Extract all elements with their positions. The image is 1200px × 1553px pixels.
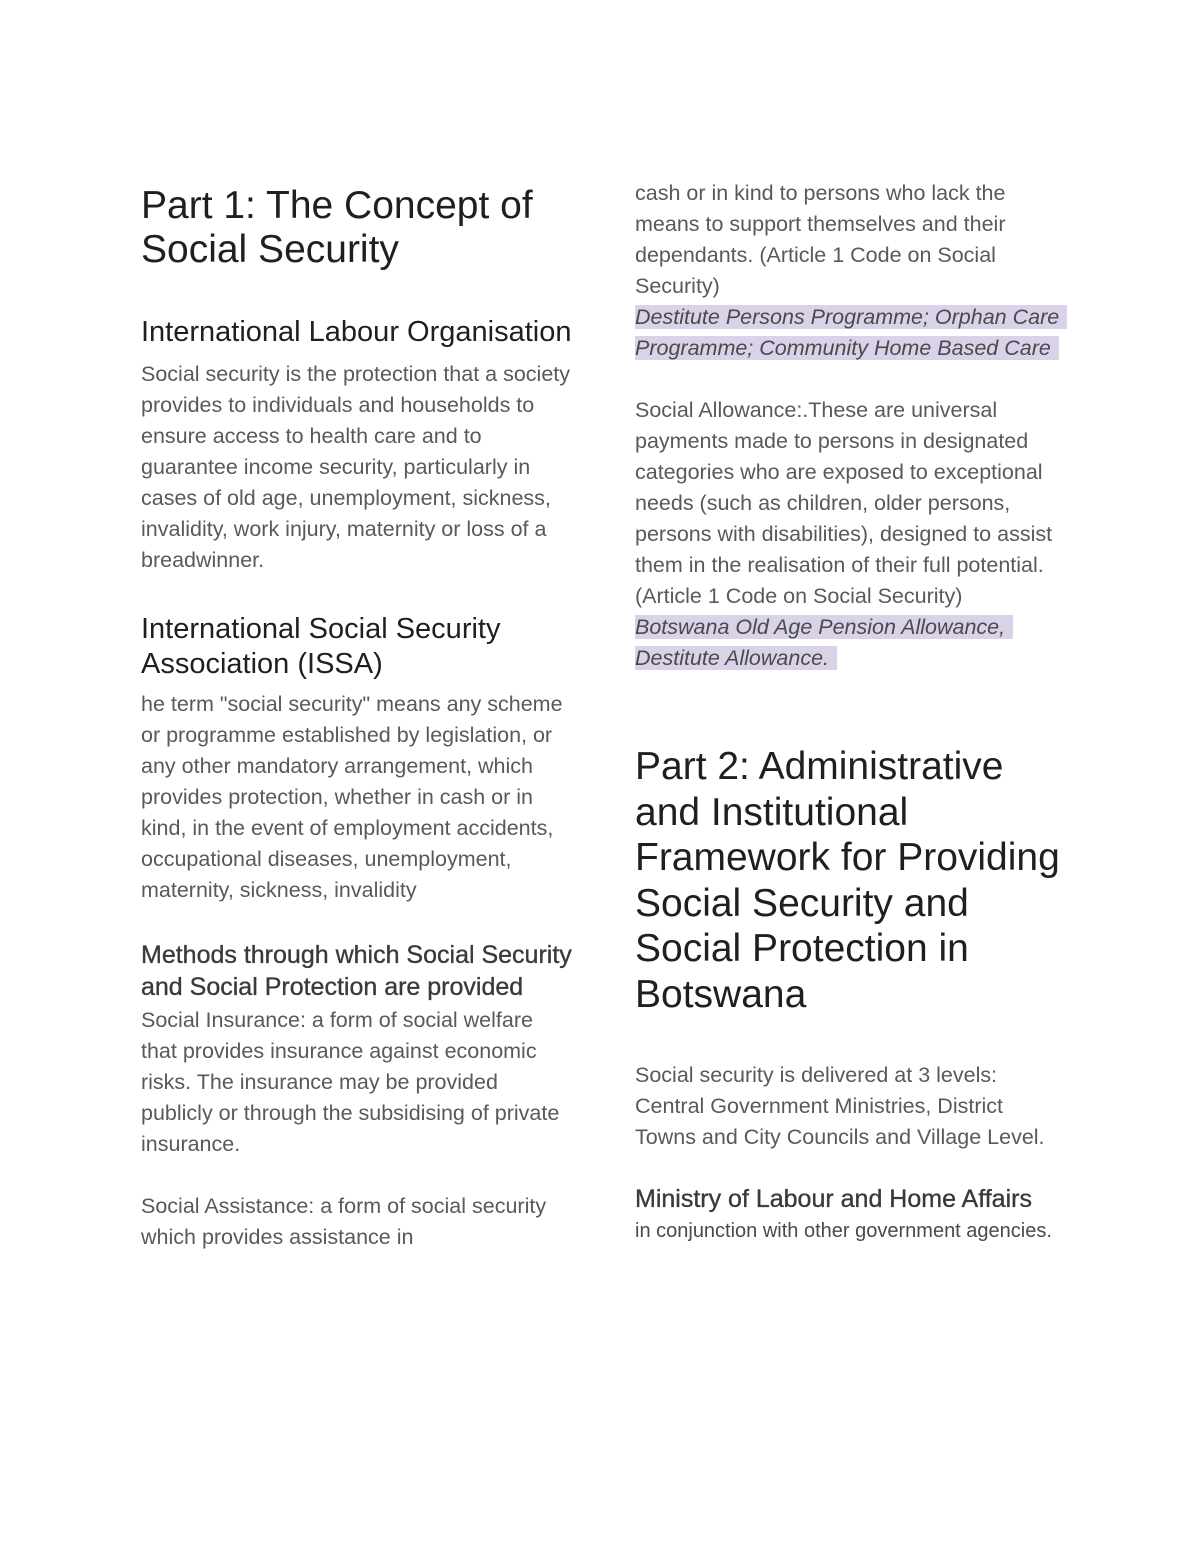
social-insurance-text: Social Insurance: a form of social welfare that provides insurance against economic risks. The insurance may be provided publicly or through the subsidising of private insurance. (141, 1008, 560, 1156)
social-allowance-text: Social Allowance:.These are universal payments made to persons in designated categories who are exposed to exceptional needs (such as children, older persons, persons with disabilities), designed to assist them in the realisation of their full potential. (Article 1 Code on Social Security) (635, 398, 1053, 608)
issa-heading: International Social Security Association (ISSA) (141, 613, 501, 680)
allowance-examples-text: Botswana Old Age Pension Allowance, Destitute Allowance. (635, 615, 1013, 670)
ministry-text: in conjunction with other government agencies. (635, 1220, 1052, 1242)
allowance-examples-highlight (635, 612, 1065, 674)
left-column (141, 184, 573, 1253)
assistance-examples-highlight (635, 302, 1065, 364)
ilo-definition: Social security is the protection that a society provides to individuals and households to ensure access to health care and to guarantee income security, particularly in cases of old age, unemployment, sickness, invalidity, work injury, maternity or loss of a breadwinner. (141, 362, 571, 572)
social-assistance-continued: cash or in kind to persons who lack the means to support themselves and their dependants. (Article 1 Code on Social Security) (635, 181, 1006, 298)
ilo-heading: International Labour Organisation (141, 316, 572, 348)
issa-definition: he term "social security" means any scheme or programme established by legislation, or any other mandatory arrangement, which provides protection, whether in cash or in kind, in the event of employment accidents, occupational diseases, unemployment, maternity, sickness, invalidity (141, 692, 563, 902)
part2-title: Part 2: Administrative and Institutional Framework for Providing Social Security and Social Protection in Botswana (635, 745, 1060, 1016)
methods-heading: Methods through which Social Security and Social Protection are provided (141, 941, 572, 1001)
delivery-levels-text: Social security is delivered at 3 levels: Central Government Ministries, District Towns and City Councils and Village Level. (635, 1063, 1045, 1149)
ministry-heading: Ministry of Labour and Home Affairs (635, 1185, 1032, 1213)
right-column (635, 178, 1065, 1246)
part1-title: Part 1: The Concept of Social Security (141, 184, 533, 271)
assistance-examples-text: Destitute Persons Programme; Orphan Care Programme; Community Home Based Care (635, 305, 1067, 360)
social-assistance-text: Social Assistance: a form of social security which provides assistance in (141, 1194, 547, 1249)
